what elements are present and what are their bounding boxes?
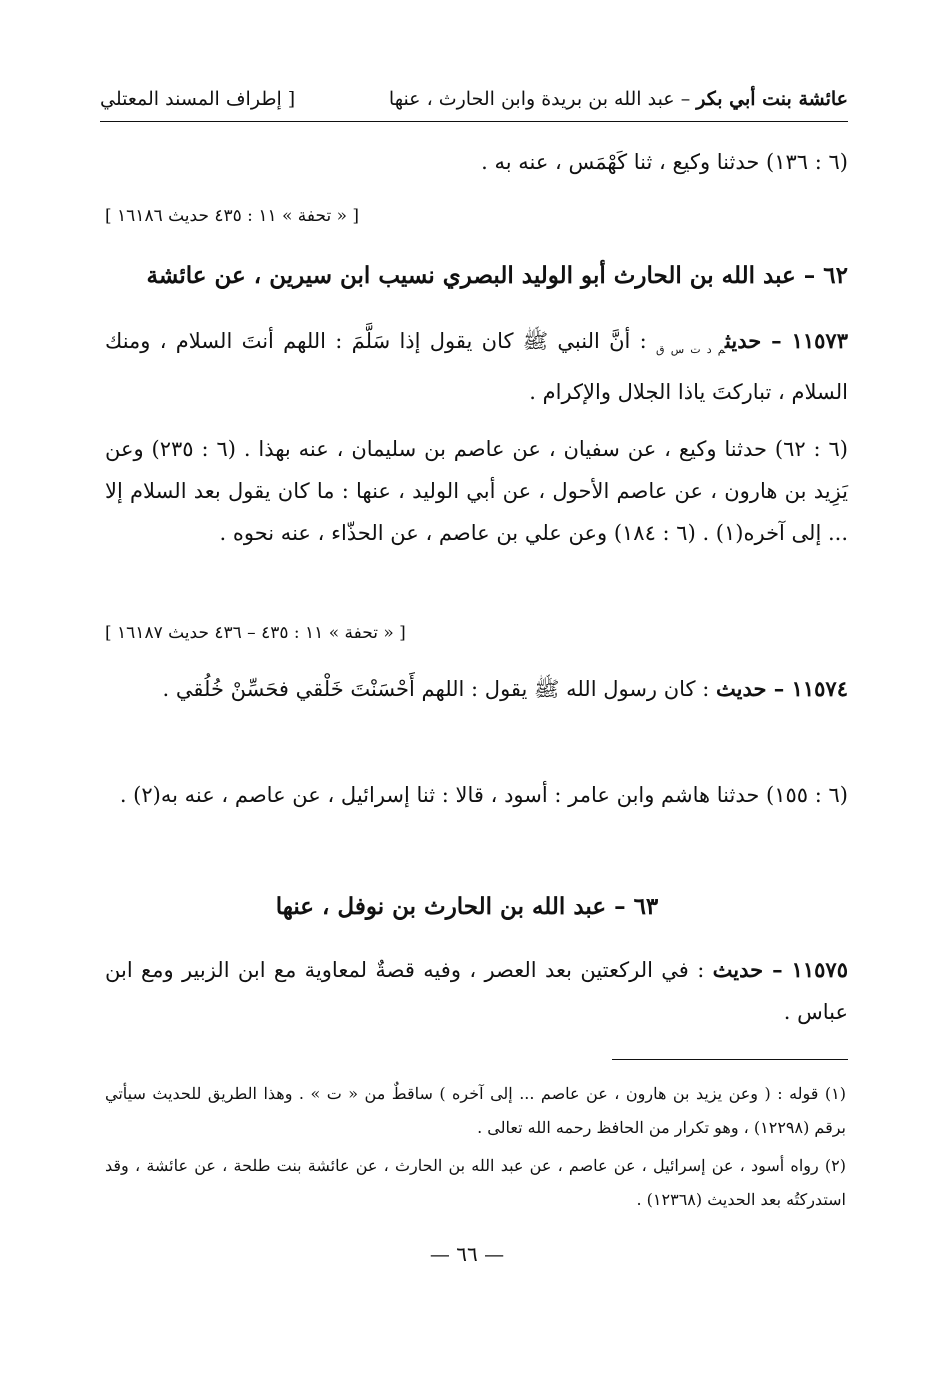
hadith-11575-number: ١١٥٧٥ – حديث [712,957,848,982]
hadith-11573-text: : أنَّ النبي ﷺ كان يقول إذا سَلَّمَ : اللهم أنتَ السلام ، ومنك السلام ، تباركتَ ياذا الجلال والإكرام . [105,329,848,405]
chain-136: (٦ : ١٣٦) حدثنا وكيع ، ثنا كَهْمَس ، عنه به . [481,150,848,174]
hadith-11573-number: ١١٥٧٣ – حديث [725,328,848,353]
section-62-heading: ٦٢ – عبد الله بن الحارث أبو الوليد البصري نسيب ابن سيرين ، عن عائشة [146,262,848,289]
hadith-11574 [105,668,848,710]
header-rule [100,121,848,122]
footnote-rule [612,1059,848,1060]
header-title [389,88,848,110]
running-header [100,88,848,118]
chain-155: (٦ : ١٥٥) حدثنا هاشم وابن عامر : أسود ، قالا : ثنا إسرائيل ، عن عاصم ، عنه به(٢) . [119,783,848,807]
tuhfa-ref-16186: [ « تحفة » ١١ : ٤٣٥ حديث ١٦١٨٦ ] [105,206,360,226]
hadith-11574-text: : كان رسول الله ﷺ يقول : اللهم أَحْسَنْتَ خَلْقي فحَسِّنْ خُلُقي . [162,677,710,701]
hadith-11573-sigla: م د ت س ق [656,343,726,357]
hadith-11574-number: ١١٥٧٤ – حديث [716,676,848,701]
footnote-1: (١) قوله : ( وعن يزيد بن هارون ، عن عاصم ... إلى آخره ) ساقطٌ من « ت » . وهذا الطريق للحديث سيأتي برقم (١٢٢٩٨) ، وهو تكرار من الحافظ رحمه الله تعالى . [105,1084,846,1137]
hadith-11575-text: : في الركعتين بعد العصر ، وفيه قصةٌ لمعاوية مع ابن الزبير ومع ابن عباس . [105,958,848,1024]
section-63-heading: ٦٣ – عبد الله بن الحارث بن نوفل ، عنها [275,893,659,920]
header-title-rest: – عبد الله بن بريدة وابن الحارث ، عنها [388,88,691,110]
hadith-11573 [105,320,848,413]
chains-11573: (٦ : ٦٢) حدثنا وكيع ، عن سفيان ، عن عاصم بن سليمان ، عنه بهذا . (٦ : ٢٣٥) وعن يَزِيد بن هارون ، عن عاصم الأحول ، عن أبي الوليد ، عنها : ما كان يقول بعد السلام إلا ... إلى آخره(١) . (٦ : ١٨٤) وعن علي بن عاصم ، عن الحذّاء ، عنه نحوه . [105,437,848,545]
footnote-2: (٢) رواه أسود ، عن إسرائيل ، عن عاصم ، عن عبد الله بن الحارث ، عن عائشة بنت طلحة ، عن عائشة ، وقد استدركتُه بعد الحديث (١٢٣٦٨) . [105,1156,846,1209]
header-title-bold: عائشة بنت أبي بكر [696,88,848,110]
tuhfa-ref-16187: [ « تحفة » ١١ : ٤٣٥ – ٤٣٦ حديث ١٦١٨٧ ] [105,623,406,643]
hadith-11575 [105,949,848,1033]
header-book-title: [ إطراف المسند المعتلي [100,88,296,110]
page-number: — ٦٦ — [429,1242,505,1266]
